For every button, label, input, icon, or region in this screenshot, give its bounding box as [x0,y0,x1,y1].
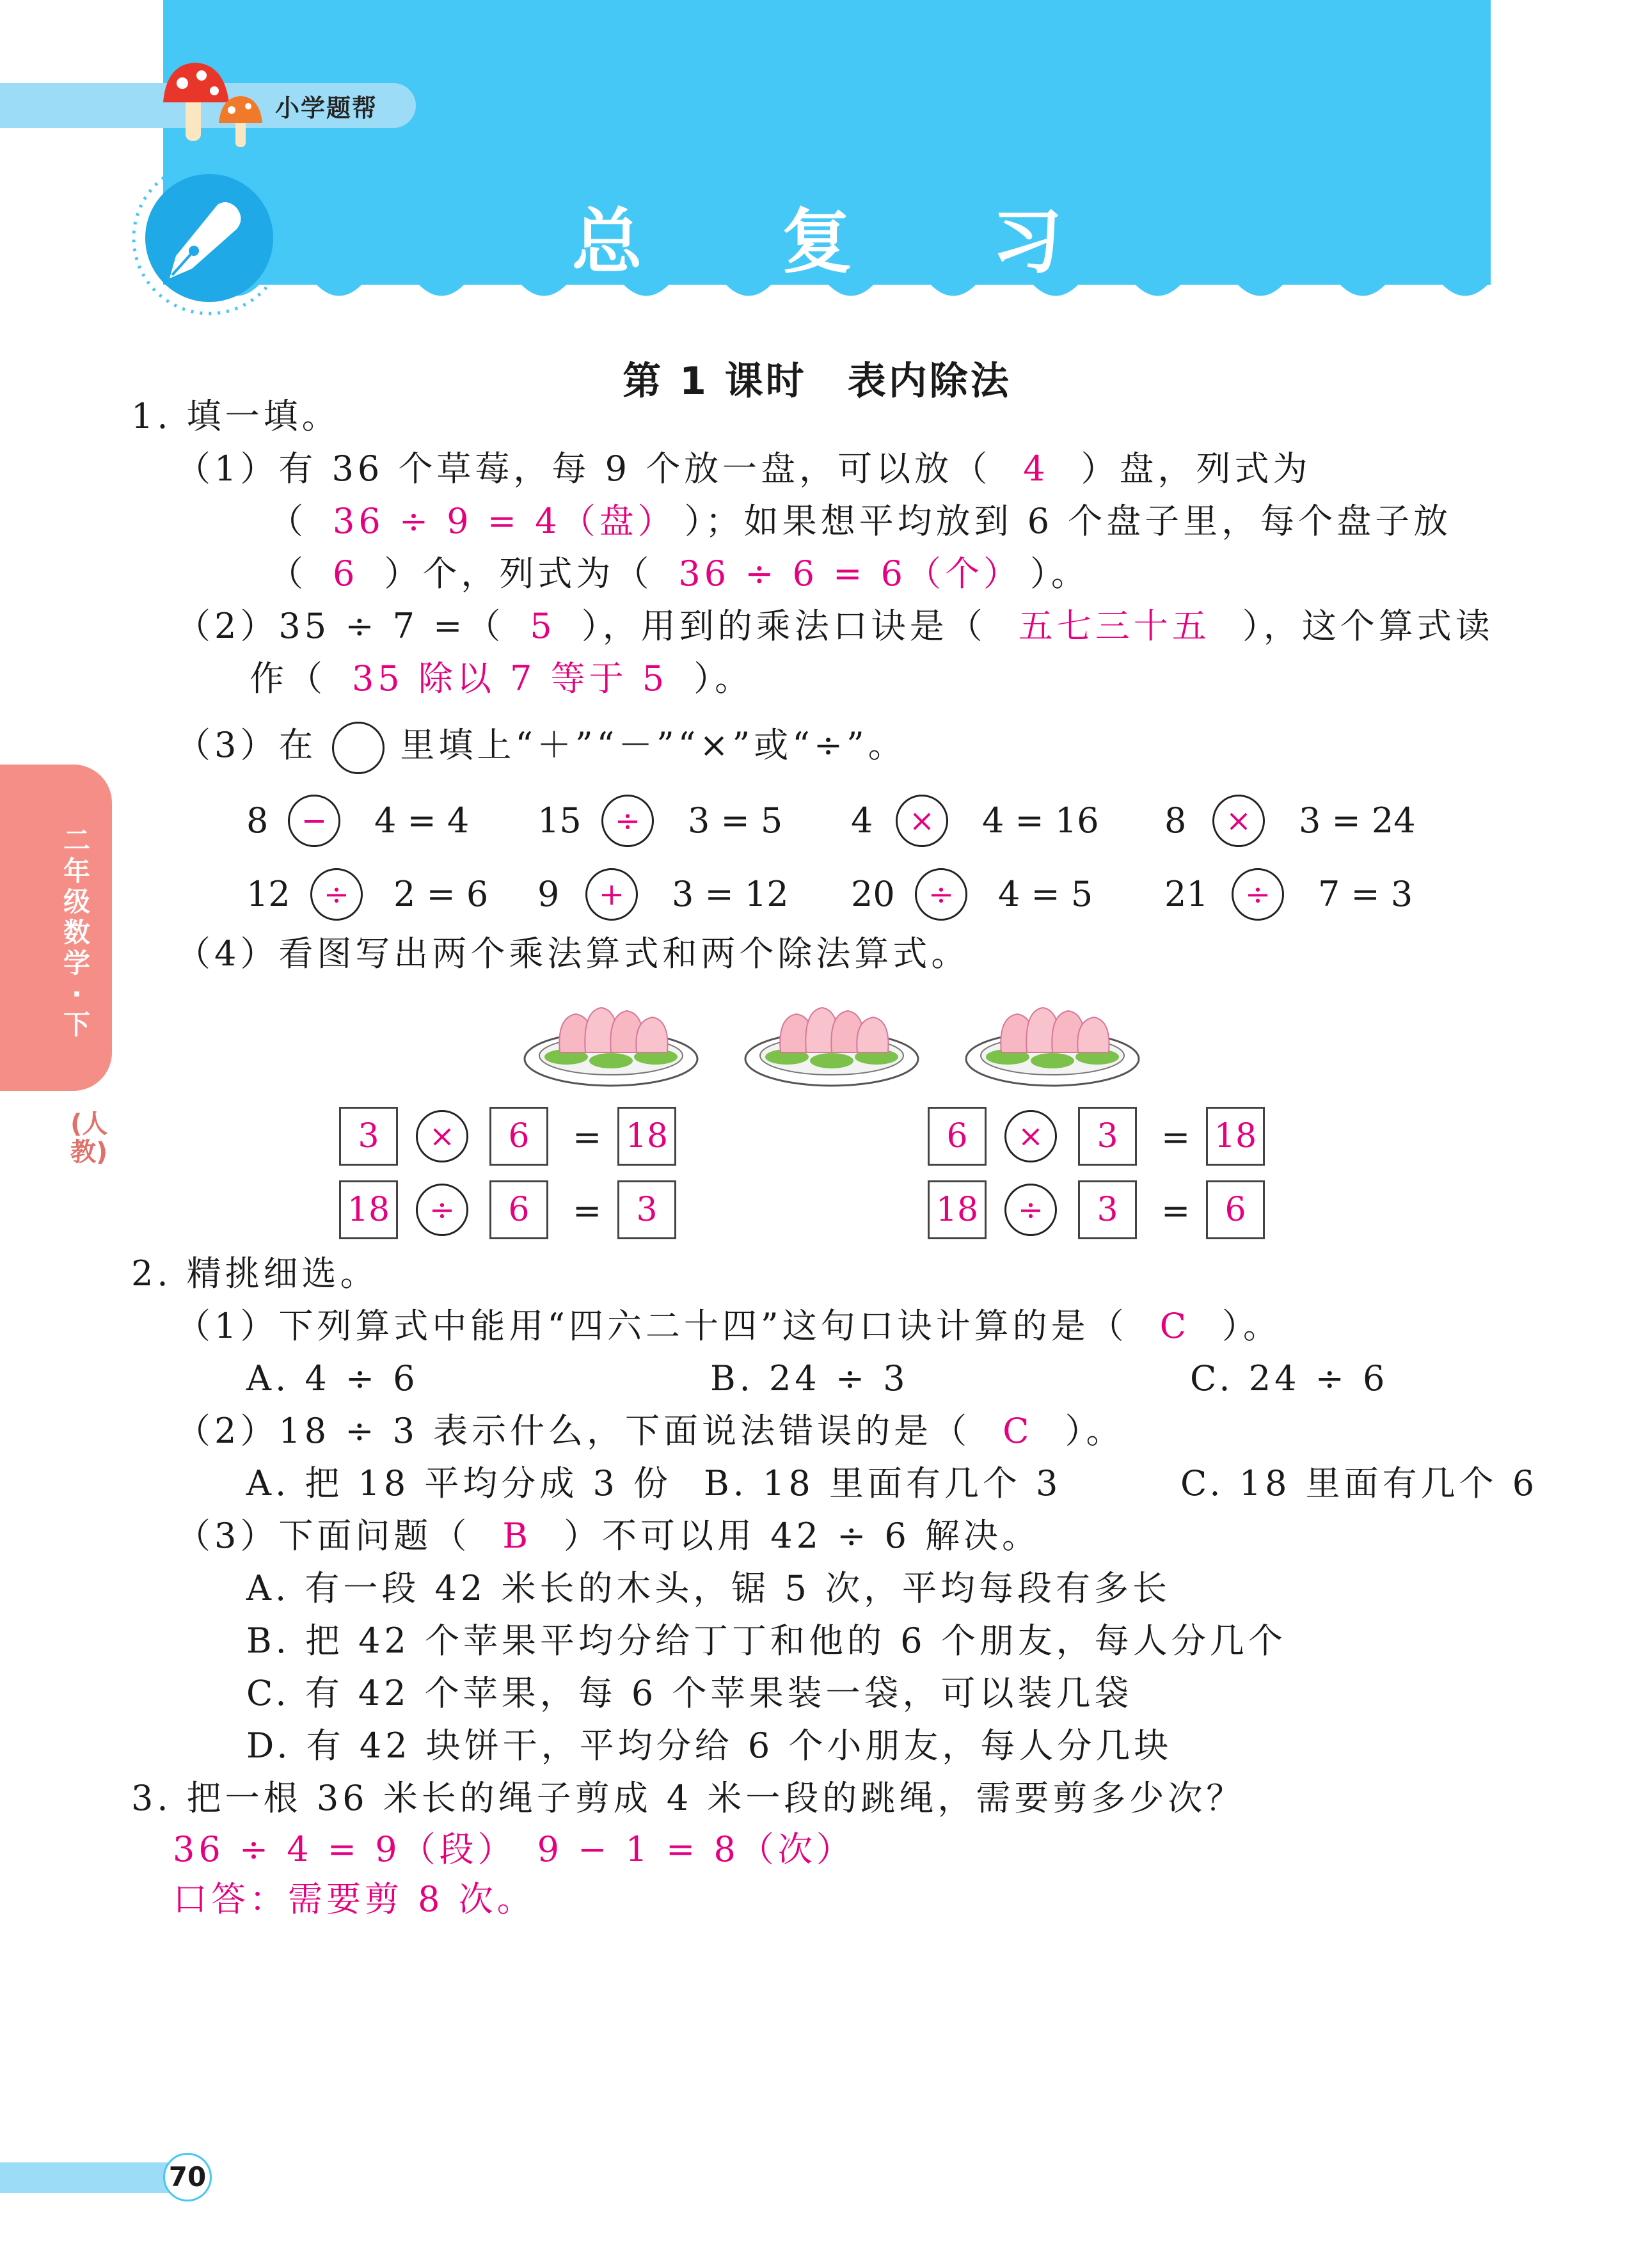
peach-plates-illustration [521,985,1161,1094]
op-circle: ÷ [310,868,363,921]
answer: C [1003,1411,1033,1451]
op-circle: ÷ [601,795,654,847]
answer: 4 [1023,448,1049,489]
lesson-title: 第 1 课时 表内除法 [623,359,1011,404]
answer-box: 6 [1206,1180,1265,1239]
answer-box: 18 [339,1180,398,1239]
option: C. 24 ÷ 6 [1190,1358,1389,1399]
q2-1-question: （1）下列算式中能用“四六二十四”这句口诀计算的是（ C ）。 [176,1306,1281,1346]
side-tab [0,765,112,1091]
op-circle: ÷ [416,1184,468,1236]
q3-heading: 3. 把一根 36 米长的绳子剪成 4 米一段的跳绳，需要剪多少次？ [131,1778,1245,1818]
mushroom-icon [160,58,275,154]
answer: 5 [530,606,556,646]
q1-3-label: （3）在 里填上“＋”“－”“×”或“÷”。 [176,722,907,774]
option: A. 有一段 42 米长的木头，锯 5 次，平均每段有多长 [246,1568,1171,1608]
option: C. 18 里面有几个 6 [1180,1463,1539,1503]
empty-circle-icon [332,722,385,774]
q1-4-label: （4）看图写出两个乘法算式和两个除法算式。 [176,933,970,974]
answer: C [1159,1306,1190,1346]
answer: 五七三十五 [1018,606,1210,646]
answer-box: 6 [489,1180,548,1239]
page-title: 总 复 习 [571,201,1120,283]
answer: 36 ÷ 6 = 6（个） [678,553,1004,594]
op-circle: ÷ [915,868,967,921]
op-circle: × [416,1110,468,1162]
side-grade-label: 二年级数学·下 [63,825,90,1040]
answer-box: 3 [617,1180,676,1239]
q2-2-question: （2）18 ÷ 3 表示什么，下面说法错误的是（ C ）。 [176,1411,1125,1451]
q1-2-line1: （2）35 ÷ 7 =（ 5 ），用到的乘法口诀是（ 五七三十五 ），这个算式读 [176,606,1494,646]
option: D. 有 42 块饼干，平均分给 6 个小朋友，每人分几块 [246,1725,1173,1766]
q1-1-line1: （1）有 36 个草莓，每 9 个放一盘，可以放（ 4 ）盘，列式为 [176,448,1312,489]
op-circle: − [288,795,340,847]
op-circle: × [896,795,948,847]
q3-work: 36 ÷ 4 = 9（段） 9 − 1 = 8（次） [173,1829,855,1869]
answer: 35 除以 7 等于 5 [352,658,669,699]
answer: 36 ÷ 9 = 4（盘） [333,501,659,541]
answer-box: 3 [339,1107,398,1166]
page-number: 70 [163,2153,212,2201]
answer: 6 [333,553,359,594]
answer-box: 6 [928,1107,987,1166]
answer: B [502,1516,532,1556]
q2-heading: 2. 精挑细选。 [131,1253,379,1294]
op-circle: + [585,868,638,921]
option: A. 把 18 平均分成 3 份 [246,1463,672,1503]
answer-box: 6 [489,1107,548,1166]
op-circle: ÷ [1004,1184,1057,1236]
option: A. 4 ÷ 6 [246,1358,419,1399]
brand-label: 小学题帮 [275,94,378,122]
q1-1-line2: （ 36 ÷ 9 = 4（盘） ）；如果想平均放到 6 个盘子里，每个盘子放 [269,501,1452,541]
q1-heading: 1. 填一填。 [131,396,340,436]
q1-2-line2: 作（ 35 除以 7 等于 5 ）。 [250,658,754,699]
q3-answer: 口答：需要剪 8 次。 [173,1879,535,1919]
answer-box: 18 [1206,1107,1265,1166]
answer-box: 3 [1078,1180,1137,1239]
answer-box: 18 [928,1180,987,1239]
op-circle: ÷ [1232,868,1284,921]
op-circle: × [1212,795,1265,847]
answer-box: 18 [617,1107,676,1166]
answer-box: 3 [1078,1107,1137,1166]
q2-3-question: （3）下面问题（ B ）不可以用 42 ÷ 6 解决。 [176,1516,1041,1556]
side-edition-label: (人教) [70,1109,108,1167]
q1-1-line3: （ 6 ）个，列式为（ 36 ÷ 6 = 6（个） ）。 [269,553,1090,594]
op-circle: × [1004,1110,1057,1162]
option: B. 24 ÷ 3 [710,1358,909,1399]
option: B. 把 42 个苹果平均分给丁丁和他的 6 个朋友，每人分几个 [246,1621,1287,1661]
option: C. 有 42 个苹果，每 6 个苹果装一袋，可以装几袋 [246,1673,1133,1713]
option: B. 18 里面有几个 3 [704,1463,1062,1503]
